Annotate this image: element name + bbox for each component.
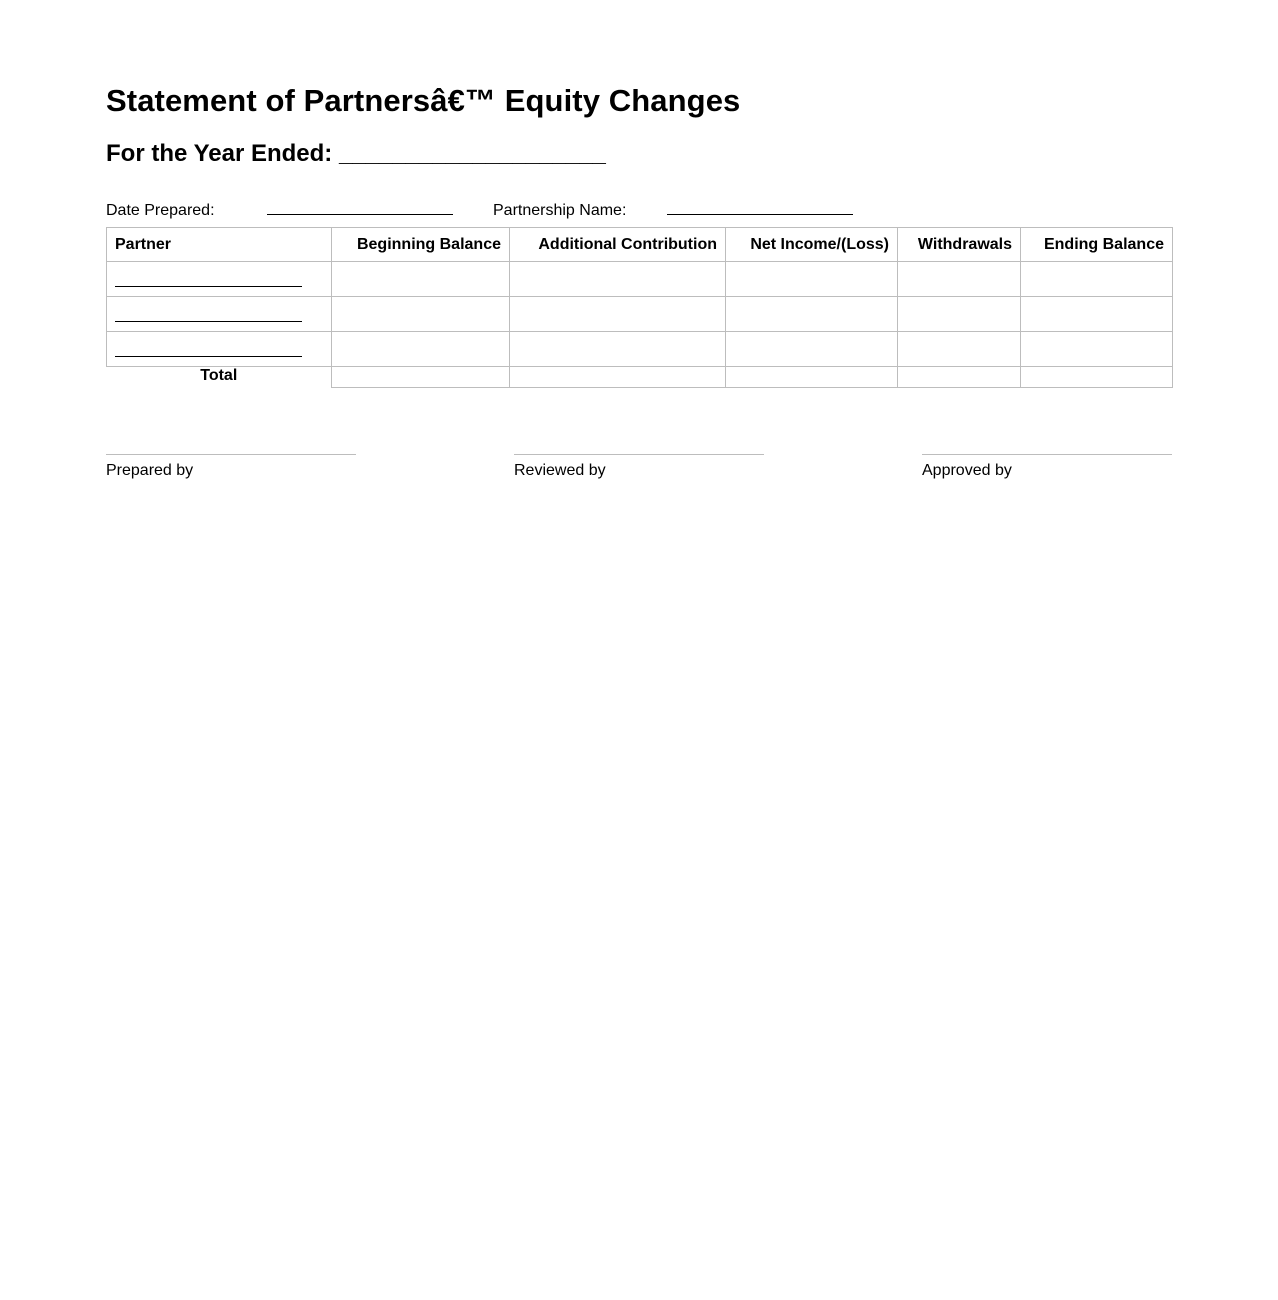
total-row xyxy=(107,367,1173,388)
document-title: Statement of Partnersâ€™ Equity Changes xyxy=(106,83,741,118)
partner-name-blank[interactable] xyxy=(115,356,302,357)
total-beginning-balance-cell[interactable] xyxy=(332,367,510,388)
total-withdrawals-cell[interactable] xyxy=(898,367,1021,388)
signature-line[interactable] xyxy=(514,454,764,455)
total-label: Total xyxy=(200,367,238,384)
beginning-balance-cell[interactable] xyxy=(332,262,510,297)
net-income-loss-cell[interactable] xyxy=(726,297,898,332)
date-prepared-label: Date Prepared: xyxy=(106,202,215,219)
year-ended-heading: For the Year Ended: ____________________ xyxy=(106,140,606,167)
ending-balance-cell[interactable] xyxy=(1021,297,1173,332)
prepared-by-signature xyxy=(106,454,356,480)
partner-name-blank[interactable] xyxy=(115,286,302,287)
reviewed-by-label: Reviewed by xyxy=(514,462,606,479)
signature-line[interactable] xyxy=(922,454,1172,455)
partner-name-cell[interactable] xyxy=(107,262,332,297)
prepared-by-label: Prepared by xyxy=(106,462,194,479)
withdrawals-cell[interactable] xyxy=(898,332,1021,367)
header-additional-contribution: Additional Contribution xyxy=(510,228,726,262)
beginning-balance-cell[interactable] xyxy=(332,332,510,367)
table-row xyxy=(107,262,1173,297)
ending-balance-cell[interactable] xyxy=(1021,262,1173,297)
withdrawals-cell[interactable] xyxy=(898,262,1021,297)
ending-balance-cell[interactable] xyxy=(1021,332,1173,367)
partner-name-blank[interactable] xyxy=(115,321,302,322)
partnership-name-group xyxy=(493,200,853,220)
additional-contribution-cell[interactable] xyxy=(510,262,726,297)
approved-by-signature xyxy=(922,454,1172,480)
date-prepared-field[interactable] xyxy=(267,200,453,215)
equity-changes-table xyxy=(106,227,1173,388)
signature-line[interactable] xyxy=(106,454,356,455)
header-beginning-balance: Beginning Balance xyxy=(332,228,510,262)
table-header-row xyxy=(107,228,1173,262)
additional-contribution-cell[interactable] xyxy=(510,297,726,332)
reviewed-by-signature xyxy=(514,454,764,480)
net-income-loss-cell[interactable] xyxy=(726,262,898,297)
total-ending-balance-cell[interactable] xyxy=(1021,367,1173,388)
total-additional-contribution-cell[interactable] xyxy=(510,367,726,388)
total-net-income-loss-cell[interactable] xyxy=(726,367,898,388)
partnership-name-label: Partnership Name: xyxy=(493,202,627,219)
header-ending-balance: Ending Balance xyxy=(1021,228,1173,262)
net-income-loss-cell[interactable] xyxy=(726,332,898,367)
header-withdrawals: Withdrawals xyxy=(898,228,1021,262)
table-row xyxy=(107,332,1173,367)
withdrawals-cell[interactable] xyxy=(898,297,1021,332)
partner-name-cell[interactable] xyxy=(107,297,332,332)
header-partner: Partner xyxy=(107,228,332,262)
partnership-name-field[interactable] xyxy=(667,200,853,215)
additional-contribution-cell[interactable] xyxy=(510,332,726,367)
header-net-income-loss: Net Income/(Loss) xyxy=(726,228,898,262)
approved-by-label: Approved by xyxy=(922,462,1012,479)
date-prepared-group xyxy=(106,200,453,220)
beginning-balance-cell[interactable] xyxy=(332,297,510,332)
table-row xyxy=(107,297,1173,332)
partner-name-cell[interactable] xyxy=(107,332,332,367)
